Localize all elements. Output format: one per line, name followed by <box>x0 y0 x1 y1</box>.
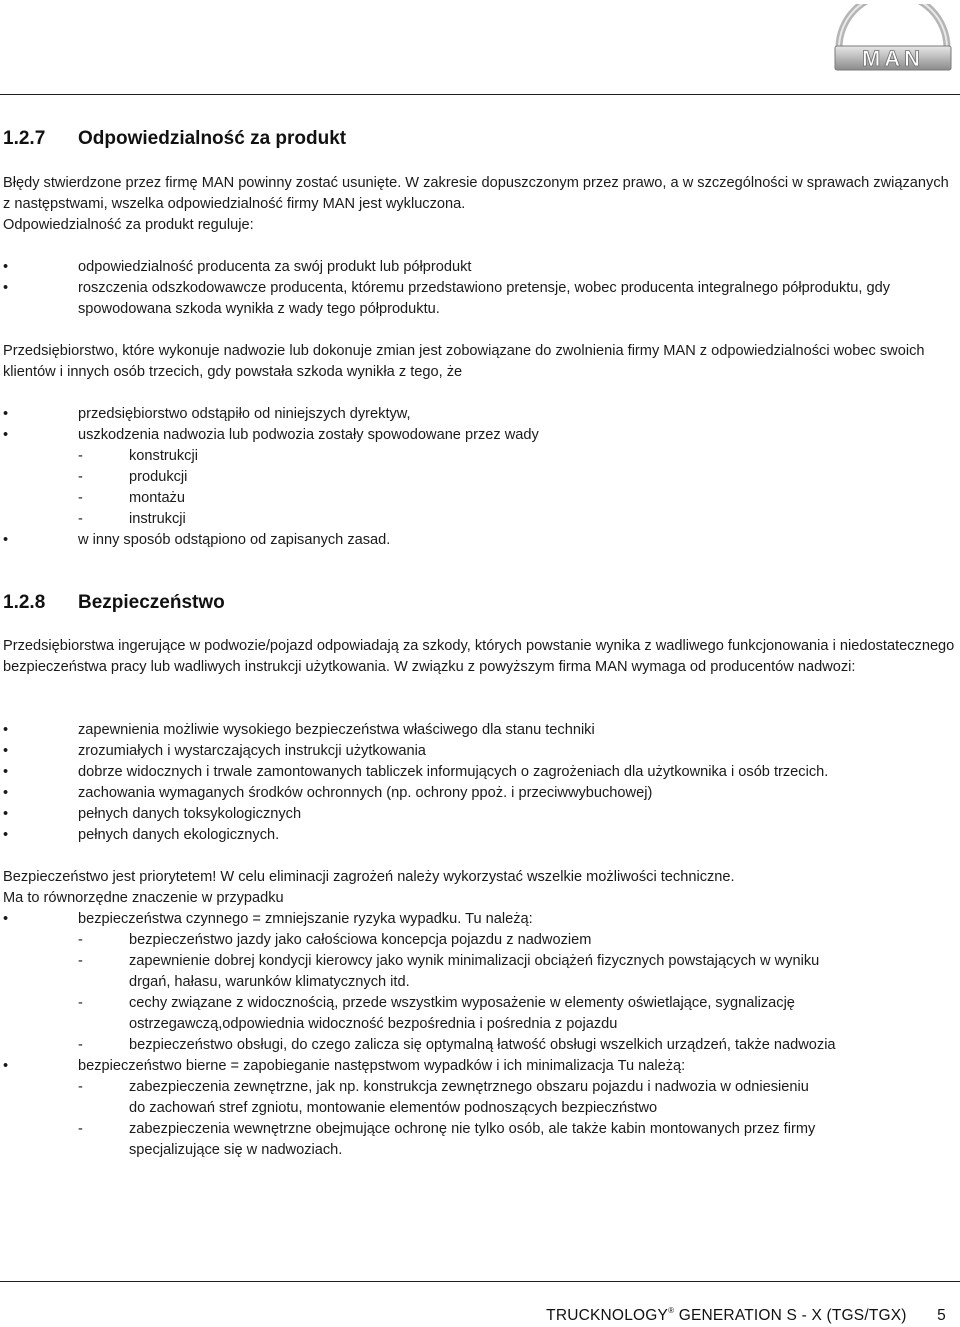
dash-icon: - <box>78 1037 83 1053</box>
footer-title: TRUCKNOLOGY <box>546 1307 669 1324</box>
list-item: • pełnych danych ekologicznych. <box>3 825 958 846</box>
dash-icon: - <box>78 511 83 527</box>
bullet-icon: • <box>3 427 9 443</box>
paragraph-equal: Ma to równorzędne znaczenie w przypadku <box>3 890 284 906</box>
paragraph-intro: Błędy stwierdzone przez firmę MAN powinny zostać usunięte. W zakresie dopuszczonym przez prawo, a w szczególności w sprawach związanych z następstwami, wszelka odpowiedzialność firmy MAN jest wykluczona. <box>3 175 949 212</box>
sub-list-item: - bezpieczeństwo jazdy jako całościowa koncepcja pojazdu z nadwoziem <box>3 930 958 951</box>
dash-icon: - <box>78 953 83 969</box>
logo-text: MAN <box>861 46 925 71</box>
paragraph-requirements: Przedsiębiorstwa ingerujące w podwozie/pojazd odpowiadają za szkody, których powstanie wynika z wadliwego funkcjonowania i niedostatecznego bezpieczeństwa pracy lub wadliwych instrukcji użytkowania. W związku z powyższym firma MAN wymaga od producentów nadwozi: <box>3 638 955 675</box>
dash-icon: - <box>78 995 83 1011</box>
bullet-icon: • <box>3 827 9 843</box>
section-title: Bezpieczeństwo <box>78 592 225 613</box>
bullet-icon: • <box>3 911 9 927</box>
bullet-icon: • <box>3 259 9 275</box>
paragraph-indemnity: Przedsiębiorstwo, które wykonuje nadwozie lub dokonuje zmian jest zobowiązane do zwolnienia firmy MAN z odpowiedzialności wobec swoich klientów i innych osób trzecich, gdy powstała szkoda wynikła z tego, że <box>3 343 925 380</box>
sub-list-item: - instrukcji <box>3 509 958 530</box>
footer-subtitle: GENERATION S - X (TGS/TGX) <box>678 1307 907 1324</box>
section-number: 1.2.7 <box>3 128 46 149</box>
section-heading-127 <box>3 128 346 150</box>
bullet-icon: • <box>3 1058 9 1074</box>
dash-icon: - <box>78 1079 83 1095</box>
section-title: Odpowiedzialność za produkt <box>78 128 347 149</box>
bullet-icon: • <box>3 722 9 738</box>
registered-mark: ® <box>668 1306 675 1315</box>
man-logo <box>829 4 957 72</box>
list-item: • roszczenia odszkodowawcze producenta, któremu przedstawiono pretensje, wobec producenta integralnego półproduktu, gdy spowodowana szkoda wynikła z wady tego półproduktu. <box>3 280 891 317</box>
bullet-icon: • <box>3 280 9 296</box>
list-item: • pełnych danych toksykologicznych <box>3 804 958 825</box>
dash-icon: - <box>78 469 83 485</box>
bullet-icon: • <box>3 764 9 780</box>
list-item: • dobrze widocznych i trwale zamontowanych tabliczek informujących o zagrożeniach dla użytkownika i osób trzecich. <box>3 762 958 783</box>
sub-list-item: - konstrukcji <box>3 446 958 467</box>
paragraph-lead: Odpowiedzialność za produkt reguluje: <box>3 217 254 233</box>
page-footer <box>546 1306 946 1325</box>
list-item: • zapewnienia możliwie wysokiego bezpieczeństwa właściwego dla stanu techniki <box>3 720 958 741</box>
section-number: 1.2.8 <box>3 592 46 613</box>
bullet-icon: • <box>3 806 9 822</box>
list-item: • zachowania wymaganych środków ochronnych (np. ochrony ppoż. i przeciwwybuchowej) <box>3 783 958 804</box>
sub-list-item: - zapewnienie dobrej kondycji kierowcy jako wynik minimalizacji obciążeń fizycznych powstających w wyniku drgań, hałasu, warunków klimatycznych itd. <box>78 953 820 990</box>
bullet-icon: • <box>3 406 9 422</box>
dash-icon: - <box>78 1121 83 1137</box>
sub-list-item: - zabezpieczenia wewnętrzne obejmujące ochronę nie tylko osób, ale także kabin montowanych przez firmy specjalizujące się w nadwoziach. <box>78 1121 816 1158</box>
list-item: • zrozumiałych i wystarczających instrukcji użytkowania <box>3 741 958 762</box>
sub-list-item: - produkcji <box>3 467 958 488</box>
bullet-icon: • <box>3 785 9 801</box>
list-item: • przedsiębiorstwo odstąpiło od niniejszych dyrektyw, <box>3 404 958 425</box>
section-heading-128 <box>3 592 225 614</box>
dash-icon: - <box>78 932 83 948</box>
dash-icon: - <box>78 448 83 464</box>
list-item: • odpowiedzialność producenta za swój produkt lub półprodukt <box>3 257 958 278</box>
sub-list-item: - bezpieczeństwo obsługi, do czego zalicza się optymalną łatwość obsługi wszelkich urządzeń, także nadwozia <box>3 1035 958 1056</box>
list-item: • uszkodzenia nadwozia lub podwozia zostały spowodowane przez wady <box>3 425 958 446</box>
bottom-rule <box>0 1281 960 1282</box>
list-item: • w inny sposób odstąpiono od zapisanych zasad. <box>3 530 958 551</box>
page-number: 5 <box>937 1307 946 1324</box>
list-item-passive-safety: • bezpieczeństwo bierne = zapobieganie następstwom wypadków i ich minimalizacja Tu należą: <box>3 1056 958 1077</box>
list-item-active-safety: • bezpieczeństwa czynnego = zmniejszanie ryzyka wypadku. Tu należą: <box>3 909 958 930</box>
sub-list-item: - montażu <box>3 488 958 509</box>
dash-icon: - <box>78 490 83 506</box>
top-rule <box>0 94 960 95</box>
bullet-icon: • <box>3 743 9 759</box>
bullet-icon: • <box>3 532 9 548</box>
sub-list-item: - zabezpieczenia zewnętrzne, jak np. konstrukcja zewnętrznego obszaru pojazdu i nadwozia w odniesieniu do zachowań stref zgniotu, montowanie elementów podnoszących bezpieczństwo <box>78 1079 809 1116</box>
paragraph-priority: Bezpieczeństwo jest priorytetem! W celu eliminacji zagrożeń należy wykorzystać wszelkie możliwości techniczne. <box>3 869 735 885</box>
sub-list-item: - cechy związane z widocznością, przede wszystkim wyposażenie w elementy oświetlające, sygnalizację ostrzegawczą,odpowiednia widoczność bezpośrednia i pośrednia z pojazdu <box>78 995 795 1032</box>
